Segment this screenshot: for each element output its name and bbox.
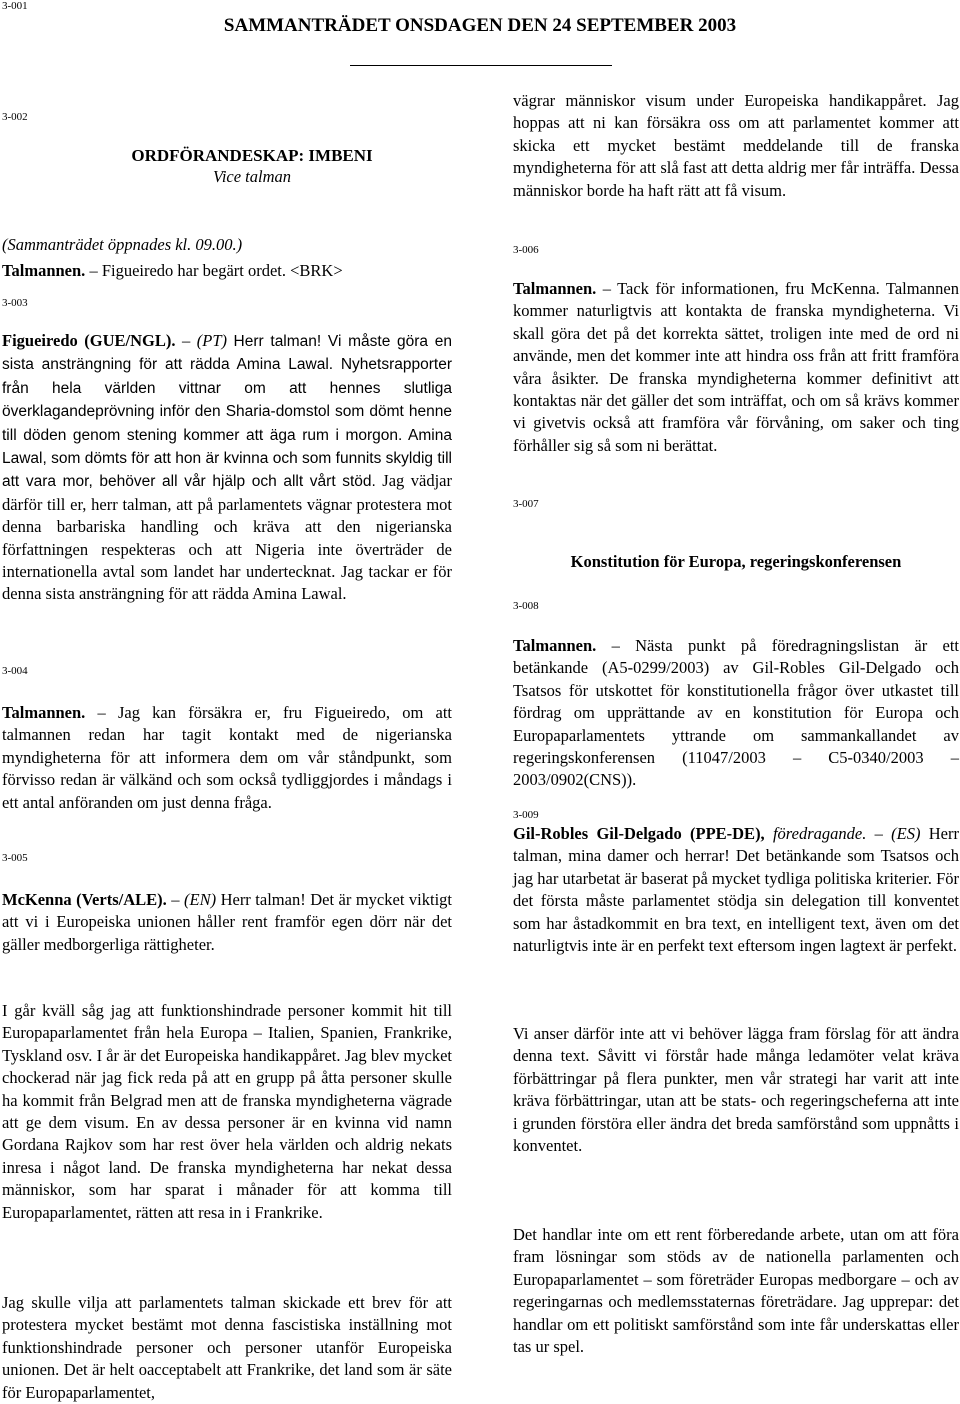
speaker-name: Gil-Robles Gil-Delgado (PPE-DE), — [513, 824, 765, 843]
section-heading: Konstitution för Europa, regeringskonferensen — [570, 552, 902, 571]
speech-paragraph: Talmannen. – Nästa punkt på föredragningslistan är ett betänkande (A5-0299/2003) av Gil-Robles Gil-Delgado och Tsatsos för utskottet för konstitutionella frågor över utkastet till fördrag om upprättande av en konstitution för Europa och Europaparlamentets yttrande om sammankallandet av regeringskonferensen (11047/2003 – C5-0340/2003 – 2003/0902(CNS)). — [513, 636, 959, 790]
speech-paragraph: I går kväll såg jag att funktionshindrade personer kommit hit till Europaparlamentet från hela Europa – Italien, Spanien, Frankrike, Tyskland osv. I år är det Europeiska handikappåret. Jag blev mycket chockerad när jag fick reda på att en grupp på åtta personer skulle ha kommit från Belgrad men att de franska myndigheterna vägrade att ge dem visum. En av dessa personer är en kvinna vid namn Gordana Rajkov som har rest över hela världen och aldrig nekats inresa i något land. De franska myndigheterna har nekat dessa människor, som har sparat i månader för att komma till Europaparlamentet, rätten att resa in i Frankrike. — [2, 1001, 452, 1222]
speaker-name: Talmannen. — [513, 636, 597, 655]
chair-heading-block — [2, 146, 452, 188]
item-number: 3-004 — [2, 665, 28, 677]
speech-paragraph: McKenna (Verts/ALE). – (EN) Herr talman! Det är mycket viktigt att vi i Europeiska unionen håller rent framför egen dörr när det gäller medborgerliga rättigheter. — [2, 890, 452, 954]
item-number: 3-002 — [2, 111, 28, 123]
speech-paragraph: Jag skulle vilja att parlamentets talman skickade ett brev för att protestera mycket bestämt mot denna fascistiska inställning mot funktionshindrade personer och personer utanför Europeiska unionen. Det är helt oacceptabelt att Frankrike, det land som är säte för Europaparlamentet, — [2, 1293, 452, 1402]
item-number: 3-007 — [513, 498, 539, 510]
speaker-role: föredragande. — [764, 824, 867, 843]
chair-heading: ORDFÖRANDESKAP: IMBENI — [131, 146, 373, 165]
speech-paragraph: Det handlar inte om ett rent förberedande arbete, utan om att föra fram lösningar som stöds av de nationella parlamenten och Europaparlamentet – som företräder Europas medborgare – och av regeringarnas och medlemsstaternas företrädare. Jag upprepar: det handlar om ett politiskt samförstånd som inte får underskattas eller tas ur spel. — [513, 1225, 959, 1357]
item-number: 3-009 — [513, 809, 539, 821]
language-tag: – (ES) — [866, 824, 929, 843]
speaker-name: Talmannen. — [2, 261, 86, 280]
item-number: 3-003 — [2, 297, 28, 309]
page-title: SAMMANTRÄDET ONSDAGEN DEN 24 SEPTEMBER 2003 — [223, 15, 737, 36]
speech-paragraph: Vi anser därför inte att vi behöver lägga fram förslag för att ändra denna text. Såvitt vi förstår hade många ledamöter velat kräva förbättringar på flera punkter, men vår strategi har varit att inte kräva förbättringar, utan att be stats- och regeringscheferna att inte i grunden förstöra eller ändra det breda samförstånd som uppnåtts i konventet. — [513, 1024, 959, 1156]
item-number: 3-005 — [2, 852, 28, 864]
item-number: 3-006 — [513, 244, 539, 256]
speech-paragraph: Talmannen. – Figueiredo har begärt ordet. <BRK> — [2, 261, 343, 280]
speech-paragraph: Talmannen. – Tack för informationen, fru McKenna. Talmannen kommer naturligtvis att kontakta de franska myndigheterna. Vi skall göra det på det korrekta sättet, troligen inte med de ord ni använde, men det kommer inte att hindra oss från att fritt framföra våra åsikter. De franska myndigheterna kommer definitivt att kontaktas när det gäller det som inträffat, och om så krävs kommer vi givetvis också att framföra vår förvåning, om saker och ting förhåller sig så som ni berättat. — [513, 279, 959, 455]
chair-subheading: Vice talman — [212, 167, 292, 186]
language-tag: – (EN) — [166, 890, 221, 909]
speaker-name: McKenna (Verts/ALE). — [2, 890, 167, 909]
speech-paragraph: Talmannen. – Jag kan försäkra er, fru Figueiredo, om att talmannen redan har tagit kontakt med de nigerianska myndigheterna för att informera dem om vår ståndpunkt, som förvisso redan är välkänd och som också tydliggjordes i måndags i ett antal anföranden om just denna fråga. — [2, 703, 452, 812]
item-number: 3-008 — [513, 600, 539, 612]
speech-paragraph: Gil-Robles Gil-Delgado (PPE-DE), föredragande. – (ES) Herr talman, mina damer och herrar! Det betänkande som Tsatsos och jag har utarbetat är baserat på mycket tydliga politiska kriterier. För det första måste parlamentet stödja sin delegation till konventet som har åstadkommit en bra text, en intelligent text, även om det naturligtvis inte är en perfekt text eftersom ingen lagtext är perfekt. — [513, 824, 959, 956]
speech-paragraph: Figueiredo (GUE/NGL). – (PT) Herr talman! Vi måste göra en sista ansträngning för att rädda Amina Lawal. Nyhetsrapporter från hela världen vittnar om att hennes slutliga överklagandeprövning inför den Sharia-domstol som dömt henne till döden genom stening kommer att äga rum i morgon. Amina Lawal, som dömts för att hon är kvinna och som funnits skyldig till att vara mor, behöver all vår hjälp och allt vårt stöd. Jag vädjar därför till er, herr talman, att på parlamentets vägnar protestera mot denna barbariska handling och kräva att den nigerianska författningen respekteras och att Nigeria inte överträder de internationella avtal som landet har undertecknat. Jag tackar er för denna sista ansträngning för att rädda Amina Lawal. — [2, 331, 452, 604]
speaker-name: Figueiredo (GUE/NGL). — [2, 331, 176, 350]
speech-paragraph: vägrar människor visum under Europeiska handikappåret. Jag hoppas att ni kan försäkra oss om att parlamentet kommer att skicka ett mycket bestämt meddelande till de franska myndigheterna för att slå fast att detta aldrig mer får inträffa. Dessa människor borde ha haft rätt att få visum. — [513, 91, 959, 200]
item-number: 3-001 — [2, 0, 28, 12]
speaker-name: Talmannen. — [513, 279, 597, 298]
title-rule — [350, 65, 612, 66]
opening-note: (Sammanträdet öppnades kl. 09.00.) — [2, 235, 243, 254]
language-tag: – (PT) — [175, 331, 234, 350]
speaker-name: Talmannen. — [2, 703, 86, 722]
